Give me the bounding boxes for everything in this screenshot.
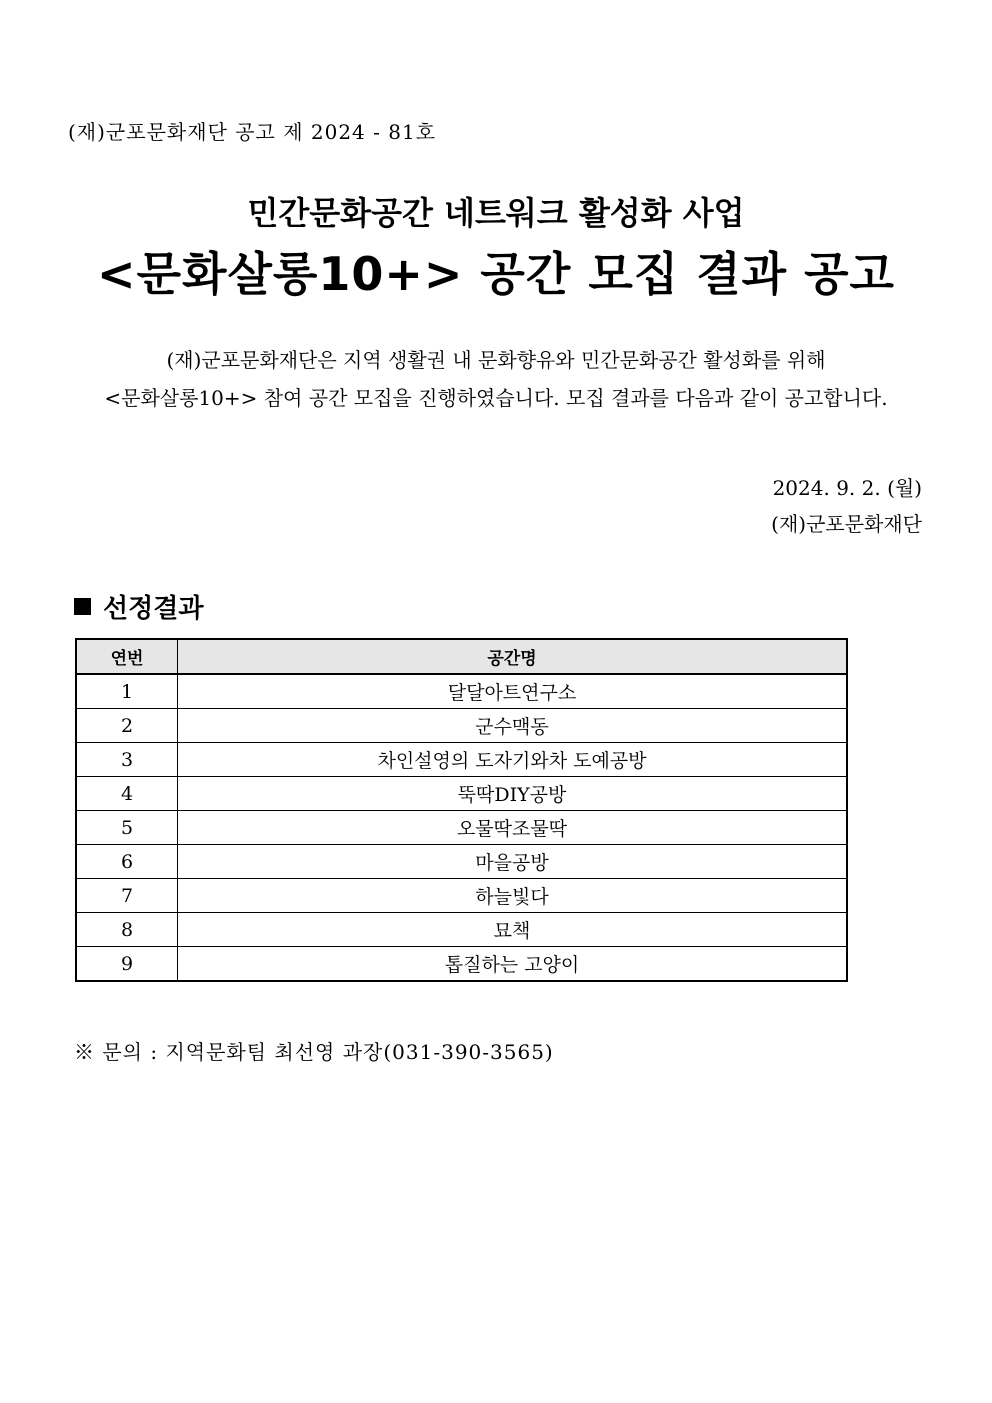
section-heading: [74, 588, 203, 625]
table-row: [76, 777, 847, 811]
space-name: 군수맥동: [178, 709, 848, 743]
space-name: 묘책: [178, 913, 848, 947]
row-number: 5: [76, 811, 178, 845]
black-square-icon: [74, 598, 91, 615]
table-row: [76, 743, 847, 777]
table-header-row: [76, 639, 847, 674]
space-name: 마을공방: [178, 845, 848, 879]
table-row: [76, 674, 847, 709]
row-number: 3: [76, 743, 178, 777]
issuing-organization: (재)군포문화재단: [771, 512, 922, 536]
title-line-2: <문화살롱10+> 공간 모집 결과 공고: [97, 247, 895, 301]
table-row: [76, 845, 847, 879]
row-number: 4: [76, 777, 178, 811]
column-header-number: 연번: [76, 639, 178, 674]
table-row: [76, 879, 847, 913]
notice-number: (재)군포문화재단 공고 제 2024 - 81호: [68, 120, 437, 144]
space-name: 톱질하는 고양이: [178, 947, 848, 982]
contact-info: ※ 문의 : 지역문화팀 최선영 과장(031-390-3565): [74, 1040, 554, 1064]
row-number: 6: [76, 845, 178, 879]
intro-line-1: (재)군포문화재단은 지역 생활권 내 문화향유와 민간문화공간 활성화를 위해: [166, 348, 826, 372]
space-name: 달달아트연구소: [178, 674, 848, 709]
table-row: [76, 947, 847, 982]
section-heading-label: 선정결과: [103, 594, 204, 624]
title-line-1: 민간문화공간 네트워크 활성화 사업: [247, 194, 745, 232]
space-name: 오물딱조물딱: [178, 811, 848, 845]
row-number: 1: [76, 674, 178, 709]
space-name: 하늘빛다: [178, 879, 848, 913]
row-number: 7: [76, 879, 178, 913]
column-header-space-name: 공간명: [178, 639, 848, 674]
table-row: [76, 709, 847, 743]
selection-result-table: [75, 638, 848, 982]
row-number: 2: [76, 709, 178, 743]
table-row: [76, 811, 847, 845]
table-row: [76, 913, 847, 947]
notice-date: 2024. 9. 2. (월): [772, 476, 922, 500]
space-name: 차인설영의 도자기와차 도예공방: [178, 743, 848, 777]
intro-line-2: <문화살롱10+> 참여 공간 모집을 진행하였습니다. 모집 결과를 다음과 같이 공고합니다.: [104, 386, 888, 410]
row-number: 8: [76, 913, 178, 947]
row-number: 9: [76, 947, 178, 982]
space-name: 뚝딱DIY공방: [178, 777, 848, 811]
